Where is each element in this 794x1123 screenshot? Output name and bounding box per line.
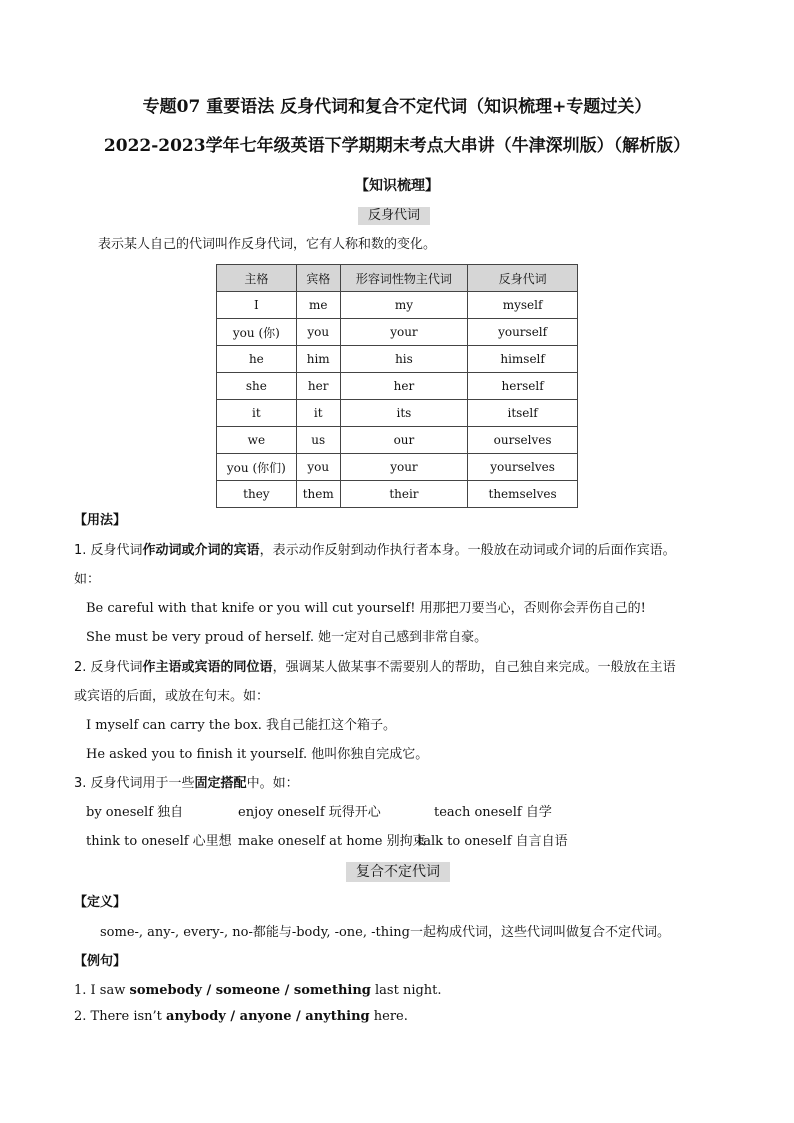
table-cell: themselves bbox=[468, 481, 578, 508]
section-heading: 【知识梳理】 bbox=[355, 178, 439, 194]
table-row bbox=[217, 454, 578, 481]
usage-1-post: ，表示动作反射到动作执行者本身。一般放在动词或介词的后面作宾语。 bbox=[259, 543, 676, 558]
table-cell: myself bbox=[468, 292, 578, 319]
definition-heading: 【定义】 bbox=[74, 895, 127, 910]
phrase-item: teach oneself 自学 bbox=[434, 805, 552, 820]
table-cell: herself bbox=[468, 373, 578, 400]
table-cell: him bbox=[296, 346, 340, 373]
table-cell: ourselves bbox=[468, 427, 578, 454]
table-cell: her bbox=[340, 373, 468, 400]
usage-2-key: 作主语或宾语的同位语 bbox=[142, 660, 273, 675]
table-cell: we bbox=[217, 427, 297, 454]
column-header: 宾格 bbox=[296, 265, 340, 292]
example-1-pre: 1. I saw bbox=[74, 983, 130, 998]
definition-text: some-, any-, every-, no-都能与-body, -one, -thing一起构成代词，这些代词叫做复合不定代词。 bbox=[100, 925, 670, 940]
doc-title-line1: 专题07 重要语法 反身代词和复合不定代词（知识梳理+专题过关） bbox=[142, 97, 652, 117]
table-cell: them bbox=[296, 481, 340, 508]
pronoun-table bbox=[216, 264, 578, 508]
examples-heading: 【例句】 bbox=[74, 954, 127, 969]
column-header: 反身代词 bbox=[468, 265, 578, 292]
table-cell: my bbox=[340, 292, 468, 319]
example-1-post: last night. bbox=[370, 983, 442, 998]
usage-2-pre: 2. 反身代词 bbox=[74, 660, 143, 675]
compound-example-2 bbox=[74, 1008, 408, 1026]
example-sentence: She must be very proud of herself. 她一定对自己感到非常自豪。 bbox=[86, 630, 488, 645]
reflexive-heading: 反身代词 bbox=[358, 207, 430, 225]
table-cell: your bbox=[340, 454, 468, 481]
usage-3-post: 中。如： bbox=[246, 776, 299, 791]
table-cell: himself bbox=[468, 346, 578, 373]
column-header: 主格 bbox=[217, 265, 297, 292]
phrase-item: talk to oneself 自言自语 bbox=[418, 834, 568, 849]
table-cell: they bbox=[217, 481, 297, 508]
usage-2 bbox=[74, 659, 676, 677]
example-sentence: He asked you to finish it yourself. 他叫你独自完成它。 bbox=[86, 747, 429, 762]
compound-heading: 复合不定代词 bbox=[346, 862, 450, 882]
table-cell: his bbox=[340, 346, 468, 373]
table-row bbox=[217, 346, 578, 373]
table-row bbox=[217, 400, 578, 427]
table-header-row bbox=[217, 265, 578, 292]
usage-1-cont: 如： bbox=[74, 572, 101, 587]
column-header: 形容词性物主代词 bbox=[340, 265, 468, 292]
phrase-item: by oneself 独自 bbox=[86, 805, 184, 820]
table-cell: itself bbox=[468, 400, 578, 427]
table-cell: its bbox=[340, 400, 468, 427]
table-cell: it bbox=[217, 400, 297, 427]
usage-1 bbox=[74, 542, 676, 560]
table-cell: you (你们) bbox=[217, 454, 297, 481]
table-row bbox=[217, 292, 578, 319]
usage-1-pre: 1. 反身代词 bbox=[74, 543, 143, 558]
table-row bbox=[217, 427, 578, 454]
table-cell: your bbox=[340, 319, 468, 346]
example-2-post: here. bbox=[369, 1009, 408, 1024]
example-sentence: I myself can carry the box. 我自己能扛这个箱子。 bbox=[86, 718, 397, 733]
example-sentence: Be careful with that knife or you will cut yourself! 用那把刀要当心，否则你会弄伤自己的! bbox=[86, 601, 646, 616]
phrase-item: make oneself at home 别拘束 bbox=[238, 834, 426, 849]
table-row bbox=[217, 373, 578, 400]
usage-3 bbox=[74, 775, 299, 793]
table-cell: you (你) bbox=[217, 319, 297, 346]
table-cell: me bbox=[296, 292, 340, 319]
example-2-key: anybody / anyone / anything bbox=[166, 1009, 370, 1024]
phrase-item: enjoy oneself 玩得开心 bbox=[238, 805, 381, 820]
usage-2-cont: 或宾语的后面，或放在句末。如： bbox=[74, 689, 270, 704]
example-1-key: somebody / someone / something bbox=[129, 983, 371, 998]
compound-example-1 bbox=[74, 982, 442, 1000]
table-cell: I bbox=[217, 292, 297, 319]
table-row bbox=[217, 319, 578, 346]
table-cell: yourselves bbox=[468, 454, 578, 481]
usage-heading: 【用法】 bbox=[74, 513, 127, 528]
usage-1-key: 作动词或介词的宾语 bbox=[142, 543, 260, 558]
table-cell: her bbox=[296, 373, 340, 400]
table-cell: yourself bbox=[468, 319, 578, 346]
usage-3-pre: 3. 反身代词用于一些 bbox=[74, 776, 195, 791]
usage-2-post: ，强调某人做某事不需要别人的帮助，自己独自来完成。一般放在主语 bbox=[272, 660, 676, 675]
table-cell: us bbox=[296, 427, 340, 454]
phrase-item: think to oneself 心里想 bbox=[86, 834, 232, 849]
table-cell: you bbox=[296, 454, 340, 481]
usage-3-key: 固定搭配 bbox=[194, 776, 247, 791]
table-cell: you bbox=[296, 319, 340, 346]
table-cell: our bbox=[340, 427, 468, 454]
table-cell: she bbox=[217, 373, 297, 400]
table-cell: it bbox=[296, 400, 340, 427]
table-cell: he bbox=[217, 346, 297, 373]
table-cell: their bbox=[340, 481, 468, 508]
table-row bbox=[217, 481, 578, 508]
doc-title-line2: 2022-2023学年七年级英语下学期期末考点大串讲（牛津深圳版）（解析版） bbox=[103, 136, 691, 156]
example-2-pre: 2. There isn’t bbox=[74, 1009, 167, 1024]
reflexive-intro: 表示某人自己的代词叫作反身代词，它有人称和数的变化。 bbox=[98, 237, 437, 252]
